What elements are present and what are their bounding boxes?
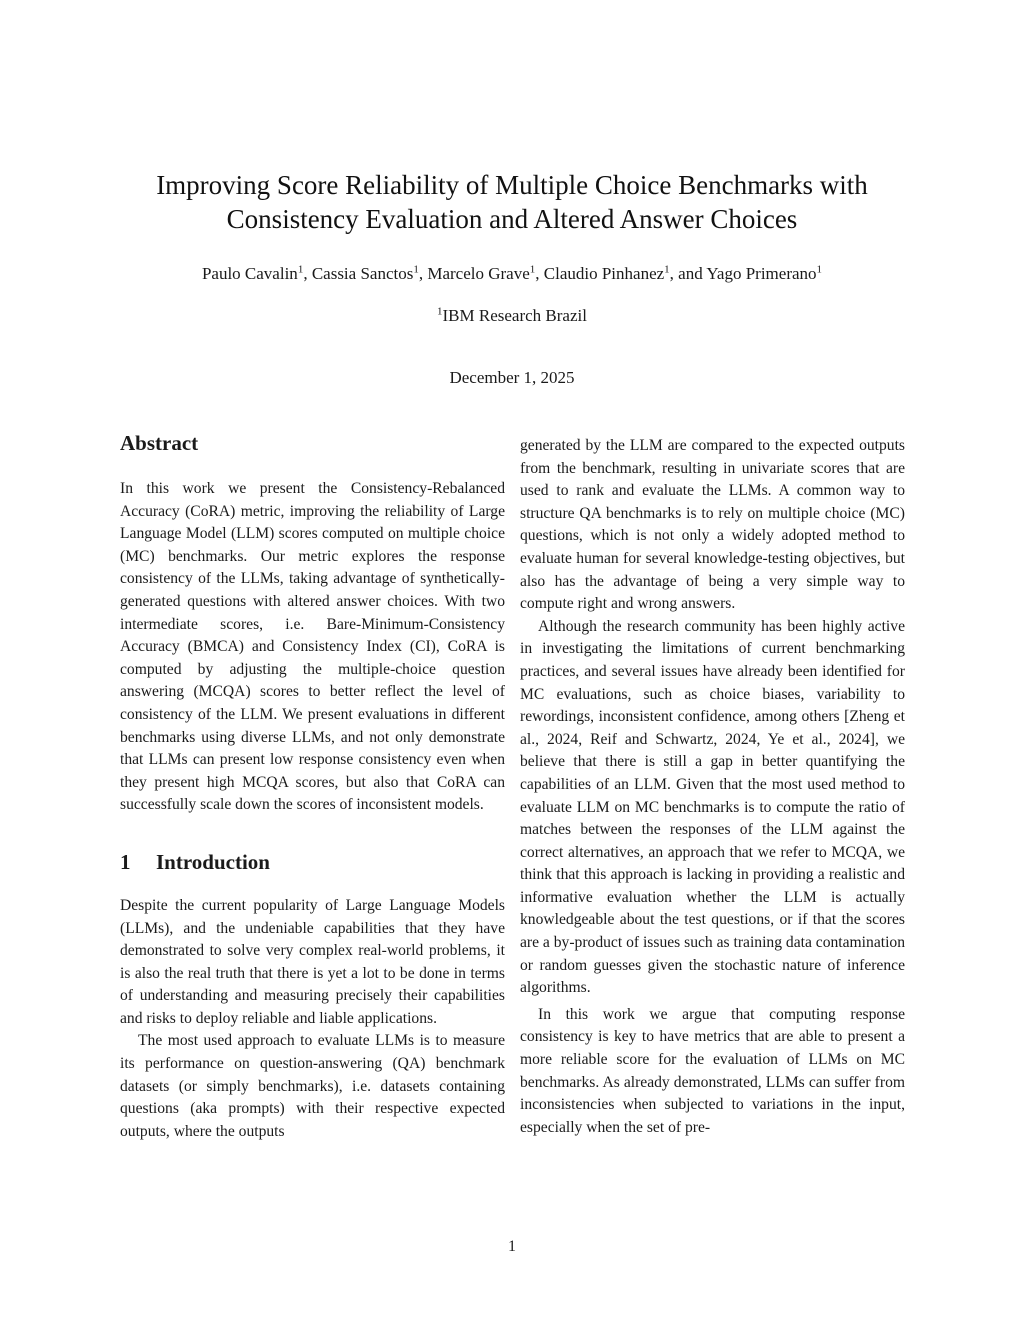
- paper-title: [100, 168, 924, 236]
- intro-paragraph-2-continued: generated by the LLM are compared to the expected outputs from the benchmark, resulting in univariate scores that are used to rank and evaluate the LLMs. A common way to structure QA benchmarks is to rely on multiple choice (MC) questions, which is not only a widely adopted method to evaluate human for several knowledge-testing objectives, but also has the advantage of being a very simple way to compute right and wrong answers.: [520, 437, 905, 613]
- author: Yago Primerano$^1$: [706, 263, 823, 283]
- title-line-1: Improving Score Reliability of Multiple Choice Benchmarks with: [156, 170, 868, 200]
- intro-paragraph-3: Although the research community has been highly active in investigating the limitations of current benchmarking practices, and several issues have already been identified for MC evaluations, such as choice biases, variability to rewordings, inconsistent confidence, among others [Zheng et al., 2024, Reif and Schwartz, 2024, Ye et al., 2024], we believe that there is still a gap in better quantifying the capabilities of an LLM. Given that the most used method to evaluate LLM on MC benchmarks is to compute the ratio of matches between the responses of the LLM against the correct alternatives, an approach that we refer to MCQA, we think that this approach is lacking in providing a realistic and informative evaluation whether the LLM is actually knowledgeable about the test questions, or if that the scores are a by-product of issues such as training data contamination or random guesses given the stochastic nature of inference algorithms.: [520, 617, 905, 997]
- author-list: [100, 263, 924, 285]
- publication-date: December 1, 2025: [449, 368, 575, 387]
- section-heading-introduction: 1 Introduction: [120, 849, 270, 874]
- author: Paulo Cavalin$^1$,: [201, 263, 312, 283]
- abstract-heading: Abstract: [120, 431, 199, 455]
- right-column: [520, 435, 905, 1139]
- title-line-2: Consistency Evaluation and Altered Answer Choices: [226, 204, 798, 234]
- left-column: [120, 428, 505, 1143]
- intro-paragraph-1: Despite the current popularity of Large Language Models (LLMs), and the undeniable capabilities that they have demonstrated to solve very complex real-world problems, it is also the real truth that there is yet a lot to be done in terms of understanding and measuring precisely their capabilities and risks to deploy reliable and liable applications.: [120, 896, 505, 1027]
- page-number: 1: [508, 1238, 516, 1255]
- affiliation: $^1$IBM Research Brazil: [437, 305, 587, 325]
- author: Marcelo Grave$^1$,: [427, 263, 544, 283]
- intro-paragraph-4: In this work we argue that computing response consistency is key to have metrics that are able to present a more reliable score for the evaluation of LLMs on MC benchmarks. As already demonstrated, LLMs can suffer from inconsistencies when subjected to variations in the input, especially when the set of pre-: [520, 1005, 905, 1136]
- author: Claudio Pinhanez$^1$, and: [543, 263, 707, 283]
- abstract-text: In this work we present the Consistency-Rebalanced Accuracy (CoRA) metric, improving the reliability of Large Language Model (LLM) scores computed on multiple choice (MC) benchmarks. Our metric explores the response consistency of the LLMs, taking advantage of synthetically-generated questions with altered answer choices. With two intermediate scores, i.e. Bare-Minimum-Consistency Accuracy (BMCA) and Consistency Index (CI), CoRA is computed by adjusting the multiple-choice question answering (MCQA) scores to better reflect the level of consistency of the LLM. We present evaluations in different benchmarks using diverse LLMs, and not only demonstrate that LLMs can present low response consistency even when they present high MCQA scores, but also that CoRA can successfully scale down the scores of inconsistent models.: [120, 480, 505, 814]
- intro-paragraph-2-start: The most used approach to evaluate LLMs is to measure its performance on question-answering (QA) benchmark datasets (or simply benchmarks), i.e. datasets containing questions (aka prompts) with their respective expected outputs, where the outputs: [120, 1032, 505, 1140]
- author: Cassia Sanctos$^1$,: [311, 263, 428, 283]
